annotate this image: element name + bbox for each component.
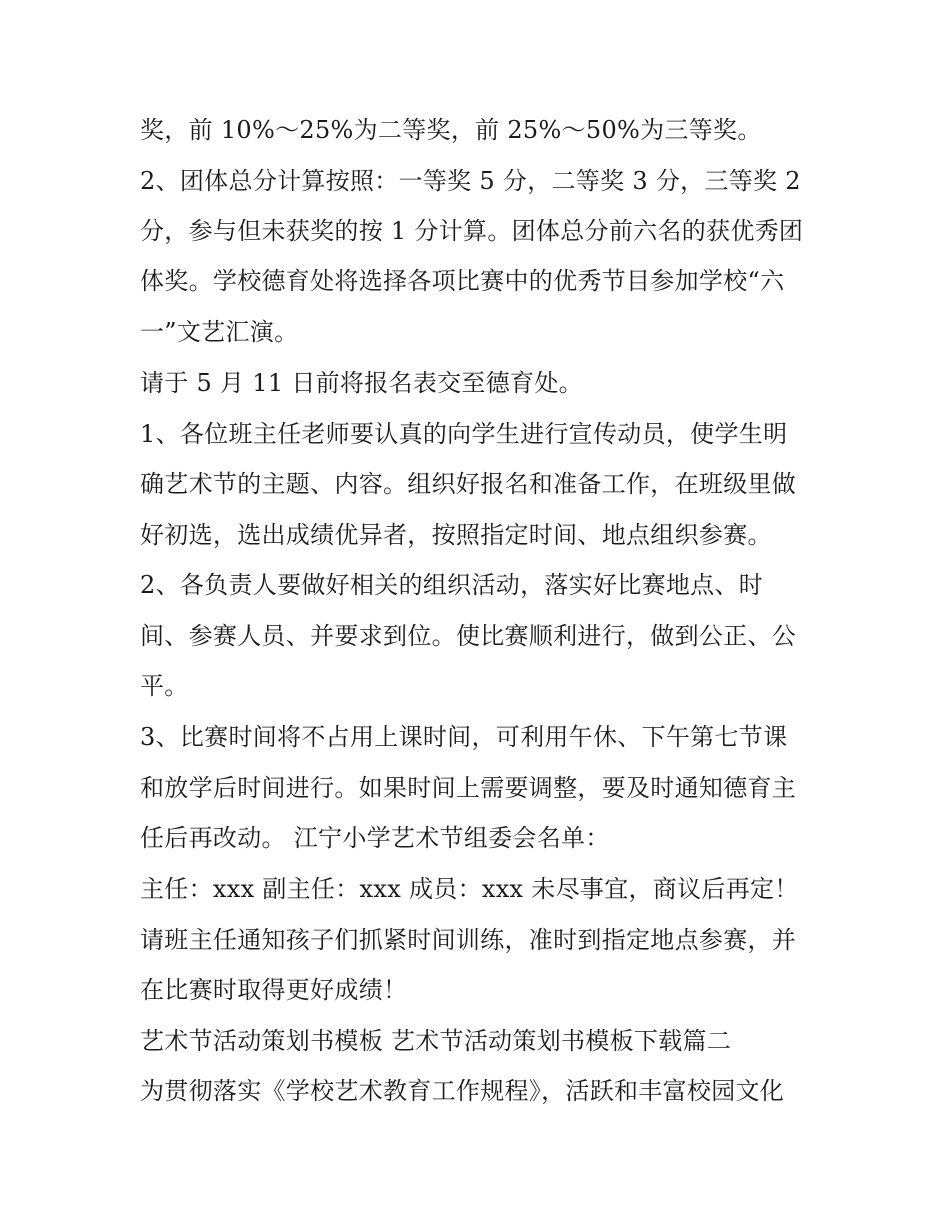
text-line: 任后再改动。 江宁小学艺术节组委会名单： [140, 824, 610, 852]
text-line: 一”文艺汇演。 [140, 318, 299, 346]
text-line: 请班主任通知孩子们抓紧时间训练，准时到指定地点参赛，并 [140, 926, 797, 954]
text-line: 好初选，选出成绩优异者，按照指定时间、地点组织参赛。 [140, 521, 772, 549]
text-line: 艺术节活动策划书模板 艺术节活动策划书模板下载篇二 [140, 1027, 732, 1055]
text-line: 3、比赛时间将不占用上课时间，可利用午休、下午第七节课 [140, 723, 788, 751]
text-line: 奖，前 10%～25%为二等奖，前 25%～50%为三等奖。 [140, 116, 762, 144]
text-line: 1、各位班主任老师要认真的向学生进行宣传动员，使学生明 [140, 420, 788, 448]
text-line: 间、参赛人员、并要求到位。使比赛顺利进行，做到公正、公 [140, 622, 797, 650]
text-line: 为贯彻落实《学校艺术教育工作规程》，活跃和丰富校园文化 [140, 1077, 785, 1105]
text-line: 确艺术节的主题、内容。组织好报名和准备工作，在班级里做 [140, 470, 797, 498]
text-line: 2、各负责人要做好相关的组织活动，落实好比赛地点、时 [140, 571, 764, 599]
text-line: 和放学后时间进行。如果时间上需要调整，要及时通知德育主 [140, 774, 797, 802]
text-line: 在比赛时取得更好成绩！ [140, 976, 408, 1004]
text-line: 体奖。学校德育处将选择各项比赛中的优秀节目参加学校“六 [140, 267, 785, 295]
text-line: 主任：xxx 副主任：xxx 成员：xxx 未尽事宜，商议后再定！ [140, 875, 799, 903]
text-line: 分，参与但未获奖的按 1 分计算。团体总分前六名的获优秀团 [140, 217, 804, 245]
text-line: 请于 5 月 11 日前将报名表交至德育处。 [140, 369, 583, 397]
text-line: 2、团体总分计算按照：一等奖 5 分，二等奖 3 分，三等奖 2 [140, 167, 801, 195]
text-line: 平。 [140, 672, 189, 700]
